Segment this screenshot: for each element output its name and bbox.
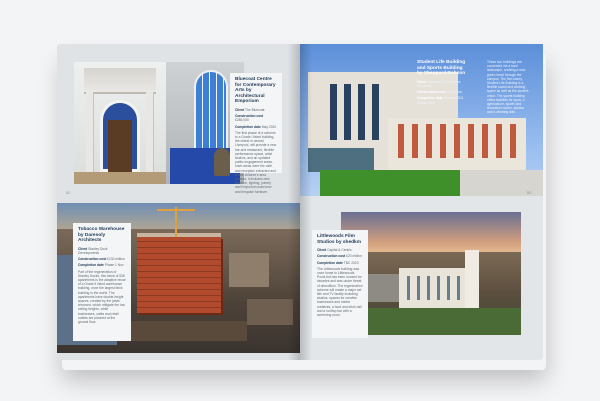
window-strip — [457, 276, 460, 300]
student-side-text — [482, 56, 534, 114]
window-strip — [468, 124, 474, 158]
client-label: Client — [78, 246, 88, 251]
cost-value: £20 million — [346, 254, 362, 259]
film-cost — [317, 254, 363, 258]
window-strip — [426, 124, 432, 158]
film-body: The Littlewoods building was once home to Littlewoods Pools but has been unused for decades and was under threat of demolition. The regeneration scheme will create a major set film and TV facility including studios, spaces for creative businesses and media creatives, a food and drink hall and a rooftop bar with a screening room. — [317, 266, 363, 318]
lawn — [320, 170, 480, 196]
pediment — [84, 68, 156, 94]
crane-mast — [175, 207, 177, 237]
tobacco-warehouse — [137, 237, 221, 313]
window-strip — [398, 124, 404, 158]
building — [229, 253, 269, 287]
window-strip — [510, 124, 516, 158]
window-strip — [412, 124, 418, 158]
window-strip — [344, 84, 351, 140]
window-strip — [358, 84, 365, 140]
window-strip — [496, 124, 502, 158]
column — [86, 92, 94, 174]
student-title: Student Life Building and Sports Building by Sheppard Robson — [417, 60, 466, 77]
date-label: Completion date — [235, 124, 261, 129]
crane-arm — [157, 209, 195, 211]
building — [127, 321, 247, 341]
clock-tower — [465, 250, 479, 308]
tobacco-caption — [73, 223, 131, 341]
tobacco-date — [78, 263, 126, 267]
tobacco-client — [78, 247, 126, 255]
cost-label: Construction cost — [78, 257, 107, 262]
window-strip — [372, 84, 379, 140]
window-strip — [447, 276, 450, 300]
film-date — [317, 261, 363, 265]
student-cost — [417, 90, 469, 94]
client-label: Client — [317, 248, 327, 253]
cost-value: £285,000 — [235, 118, 249, 123]
bluecoat-cost — [235, 114, 277, 122]
date-value: May 2020 — [261, 124, 277, 129]
client-value: The Bluecoat — [245, 107, 265, 112]
client-value: Capital & Centric — [327, 248, 352, 253]
bluecoat-client — [235, 108, 277, 112]
window-strip — [417, 276, 420, 300]
column — [146, 92, 154, 174]
date-value: January 2021 (phase one) — [417, 96, 464, 105]
wooden-door — [108, 120, 132, 172]
film-title: Littlewoods Film Studios by shedkm — [317, 234, 361, 245]
cost-label: Construction cost — [235, 114, 264, 119]
window-strip — [437, 276, 440, 300]
student-caption — [412, 56, 474, 106]
date-label: Completion date — [78, 263, 104, 268]
date-value: Phase 1 Nov — [104, 263, 124, 268]
date-value: TBC 2023 — [343, 260, 359, 265]
glass-ground-floor — [308, 148, 374, 172]
date-label: Completion date — [317, 260, 343, 265]
client-label: Client — [235, 107, 245, 112]
cost-value: £130 million — [107, 257, 125, 262]
window-strip — [407, 276, 410, 300]
bluecoat-date — [235, 125, 277, 129]
cost-label: Construction cost — [317, 254, 346, 259]
window-strip — [427, 276, 430, 300]
film-caption — [312, 230, 368, 338]
bluecoat-title: Bluecoat Centre for Contemporary Arts by Architectural Emporium — [235, 77, 276, 105]
right-page-number: 53 — [527, 190, 532, 195]
cost-value: £45 million — [446, 90, 462, 95]
seated-person — [214, 148, 230, 176]
window-strip — [330, 84, 337, 140]
client-label: Client — [417, 79, 427, 84]
tobacco-cost — [78, 257, 126, 261]
floor — [74, 172, 166, 184]
window-strip — [454, 124, 460, 158]
warehouse-shed — [365, 274, 399, 302]
date-label: Completion date — [417, 96, 443, 101]
film-studios-aerial-photo — [341, 212, 521, 335]
client-value: Stanley Dock Developments — [78, 246, 108, 255]
student-date — [417, 96, 469, 104]
building — [247, 299, 293, 325]
tobacco-body: Part of the regeneration of Stanley Docks, this block of 538 apartments is the adaptive reuse of a Grade II listed warehouse building, once the largest brick building in the world. The apartments have double-height spaces, created by the joists removed, which mitigate the low ceiling heights, while businesses, cafés and retail outlets are planned at the ground floor. — [78, 269, 126, 325]
window-strip — [482, 124, 488, 158]
left-page-number: 52 — [66, 190, 71, 195]
bluecoat-caption — [230, 73, 282, 194]
student-client — [417, 80, 469, 88]
tobacco-title: Tobacco Warehouse by Daresoly Architects — [78, 227, 125, 244]
green-space — [341, 308, 521, 335]
bluecoat-interior-photo — [74, 62, 244, 184]
client-value: Liverpool John Moores University — [417, 79, 461, 88]
student-side-body: These two buildings are connected via a hard landscape, creating a new green heart through the campus. The five-storey Student Life Building is a flexible social and working space as well as the student union. The sports building offers facilities for sport, a gymnasium, sports and recreation rooms, studios and a climbing wall. — [487, 60, 529, 115]
bluecoat-body: The first phase of a scheme to a Grade I listed building, the oldest in central Liverpool, will provide a new bar and restaurant, flexible performance space, artist studios, and an updated public engagement areas. Inset areas were the café and reception extracted and a new children's area created. It includes new furniture, lighting, joinery and Emporium used new and bespoke furniture. — [235, 130, 277, 194]
magazine-spine-gutter — [288, 44, 312, 360]
cost-label: Construction cost — [417, 90, 446, 95]
window-strip — [440, 124, 446, 158]
film-client — [317, 248, 363, 252]
